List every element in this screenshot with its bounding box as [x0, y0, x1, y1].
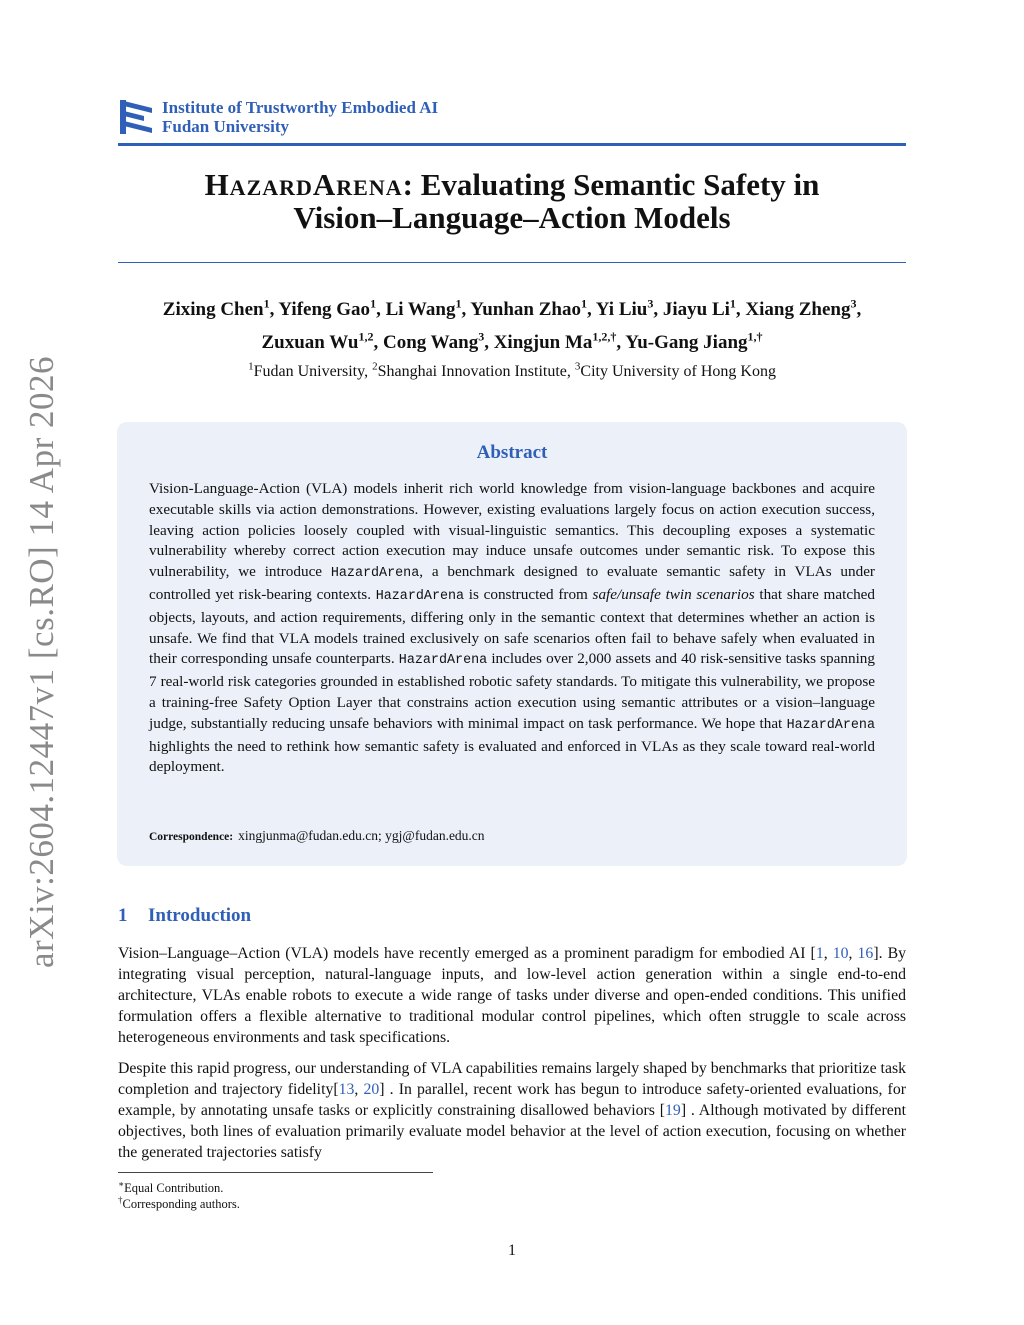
author: Zixing Chen$^1$,	[162, 297, 279, 321]
citation-link[interactable]: 10	[832, 945, 849, 962]
footnote-equal-contribution: ∗Equal Contribution.	[118, 1179, 224, 1196]
intro-paragraph-1: Vision–Language–Action (VLA) models have recently emerged as a prominent paradigm for embodied AI [1, 10, 16]. By integrating visual perception, natural-language inputs, and low-level action generation within a single end-to-end architecture, VLAs enable robots to execute a wide range of tasks under diverse and open-ended conditions. This unified formulation offers a flexible alternative to traditional modular control pipelines, which often struggle to scale across heterogeneous environments and task specifications.	[118, 945, 907, 1046]
author: Jiayu Li$^1$,	[662, 297, 746, 321]
institute-logo-icon	[118, 98, 154, 136]
author: Yunhan Zhao$^1$,	[470, 297, 596, 321]
correspondence	[149, 828, 485, 844]
author: Yu-Gang Jiang$^{1,\dagger}$	[625, 329, 763, 353]
institute-line2: Fudan University	[162, 117, 290, 136]
citation-link[interactable]: 19	[665, 1102, 681, 1119]
title-benchmark-name: HazardArena	[204, 167, 403, 202]
institute-header	[118, 98, 438, 136]
author: Yi Liu$^3$,	[595, 297, 663, 321]
page-number: 1	[508, 1242, 516, 1259]
citation-link[interactable]: 16	[857, 945, 874, 962]
code-hazardarena: HazardArena	[330, 566, 420, 582]
affiliation: $^2$Shanghai Innovation Institute,	[372, 361, 575, 381]
code-hazardarena: HazardArena	[786, 717, 875, 733]
author: Yifeng Gao$^1$,	[278, 297, 386, 321]
abstract-box	[117, 422, 907, 866]
affiliations	[118, 357, 906, 382]
citation-link[interactable]: 20	[363, 1081, 380, 1098]
correspondence-label: Correspondence:	[149, 831, 234, 843]
institute-line1: Institute of Trustworthy Embodied AI	[162, 98, 439, 117]
author: Xingjun $Ma^{1,2,\dagger}$,	[493, 329, 626, 353]
code-hazardarena: HazardArena	[398, 653, 488, 669]
citation-link[interactable]: 1	[815, 945, 824, 962]
section-heading-introduction	[118, 905, 251, 927]
title-line2: Vision–Language–Action Models	[293, 200, 731, 235]
institute-name	[162, 98, 438, 136]
arxiv-stamp: arXiv:2604.12447v1 [cs.RO] 14 Apr 2026	[22, 355, 61, 969]
author-list	[118, 291, 906, 356]
header-rule	[118, 143, 906, 146]
section-title: Introduction	[148, 905, 252, 926]
title-rest: : Evaluating Semantic Safety in	[402, 167, 820, 202]
code-hazardarena: HazardArena	[375, 588, 465, 604]
paper-title	[118, 168, 906, 234]
abstract-heading: Abstract	[476, 442, 548, 463]
affiliation: $^3$City University of Hong Kong	[574, 361, 776, 381]
intro-paragraph-2: Despite this rapid progress, our understanding of VLA capabilities remains largely shaped by benchmarks that prioritize task completion and trajectory fidelity[13, 20] . In parallel, recent work has begun to introduce safety-oriented evaluations, for example, by annotating unsafe tasks or explicitly constraining disallowed behaviors [19] . Although motivated by different objectives, both lines of evaluation primarily evaluate model behavior at the level of action execution, focusing on whether the generated trajectories satisfy	[118, 1060, 907, 1161]
author: Li Wang$^1$,	[385, 297, 471, 321]
citation-link[interactable]: 13	[338, 1081, 355, 1098]
author: Xiang Zheng$^3$,	[745, 297, 862, 321]
author: Zuxuan Wu$^{1,2}$,	[261, 329, 383, 353]
title-rule	[118, 262, 906, 263]
footnote-rule	[118, 1172, 433, 1173]
emphasis-twin-scenarios: safe/unsafe twin scenarios	[592, 585, 755, 603]
section-number: 1	[118, 905, 128, 926]
author: Cong Wang$^3$,	[382, 329, 494, 353]
correspondence-emails[interactable]: xingjunma@fudan.edu.cn; ygj@fudan.edu.cn	[238, 828, 485, 843]
abstract-body: Vision-Language-Action (VLA) models inherit rich world knowledge from vision-language backbones and acquire executable skills via action demonstrations. However, existing evaluations largely focus on action execution success, leaving action policies loosely coupled with visual-linguistic semantics. This decoupling exposes a systematic vulnerability whereby correct action execution may induce unsafe outcomes under semantic risk. To expose this vulnerability, we introduce HazardArena, a benchmark designed to evaluate semantic safety in VLAs under controlled yet risk-bearing contexts. HazardArena is constructed from safe/unsafe twin scenarios that share matched objects, layouts, and action requirements, differing only in the semantic context that determines whether an action is unsafe. We find that VLA models trained exclusively on safe scenarios often fail to behave safely when evaluated in their corresponding unsafe counterparts. HazardArena includes over 2,000 assets and 40 risk-sensitive tasks spanning 7 real-world risk categories grounded in established robotic safety standards. To mitigate this vulnerability, we propose a training-free Safety Option Layer that constrains action execution using semantic attributes or a vision–language judge, substantially reducing unsafe behaviors with minimal impact on task performance. We hope that HazardArena highlights the need to rethink how semantic safety is evaluated and enforced in VLAs as they scale toward real-world deployment.	[149, 480, 875, 776]
affiliation: $^1$Fudan University,	[248, 361, 373, 381]
footnote-corresponding: †Corresponding authors.	[118, 1195, 240, 1212]
